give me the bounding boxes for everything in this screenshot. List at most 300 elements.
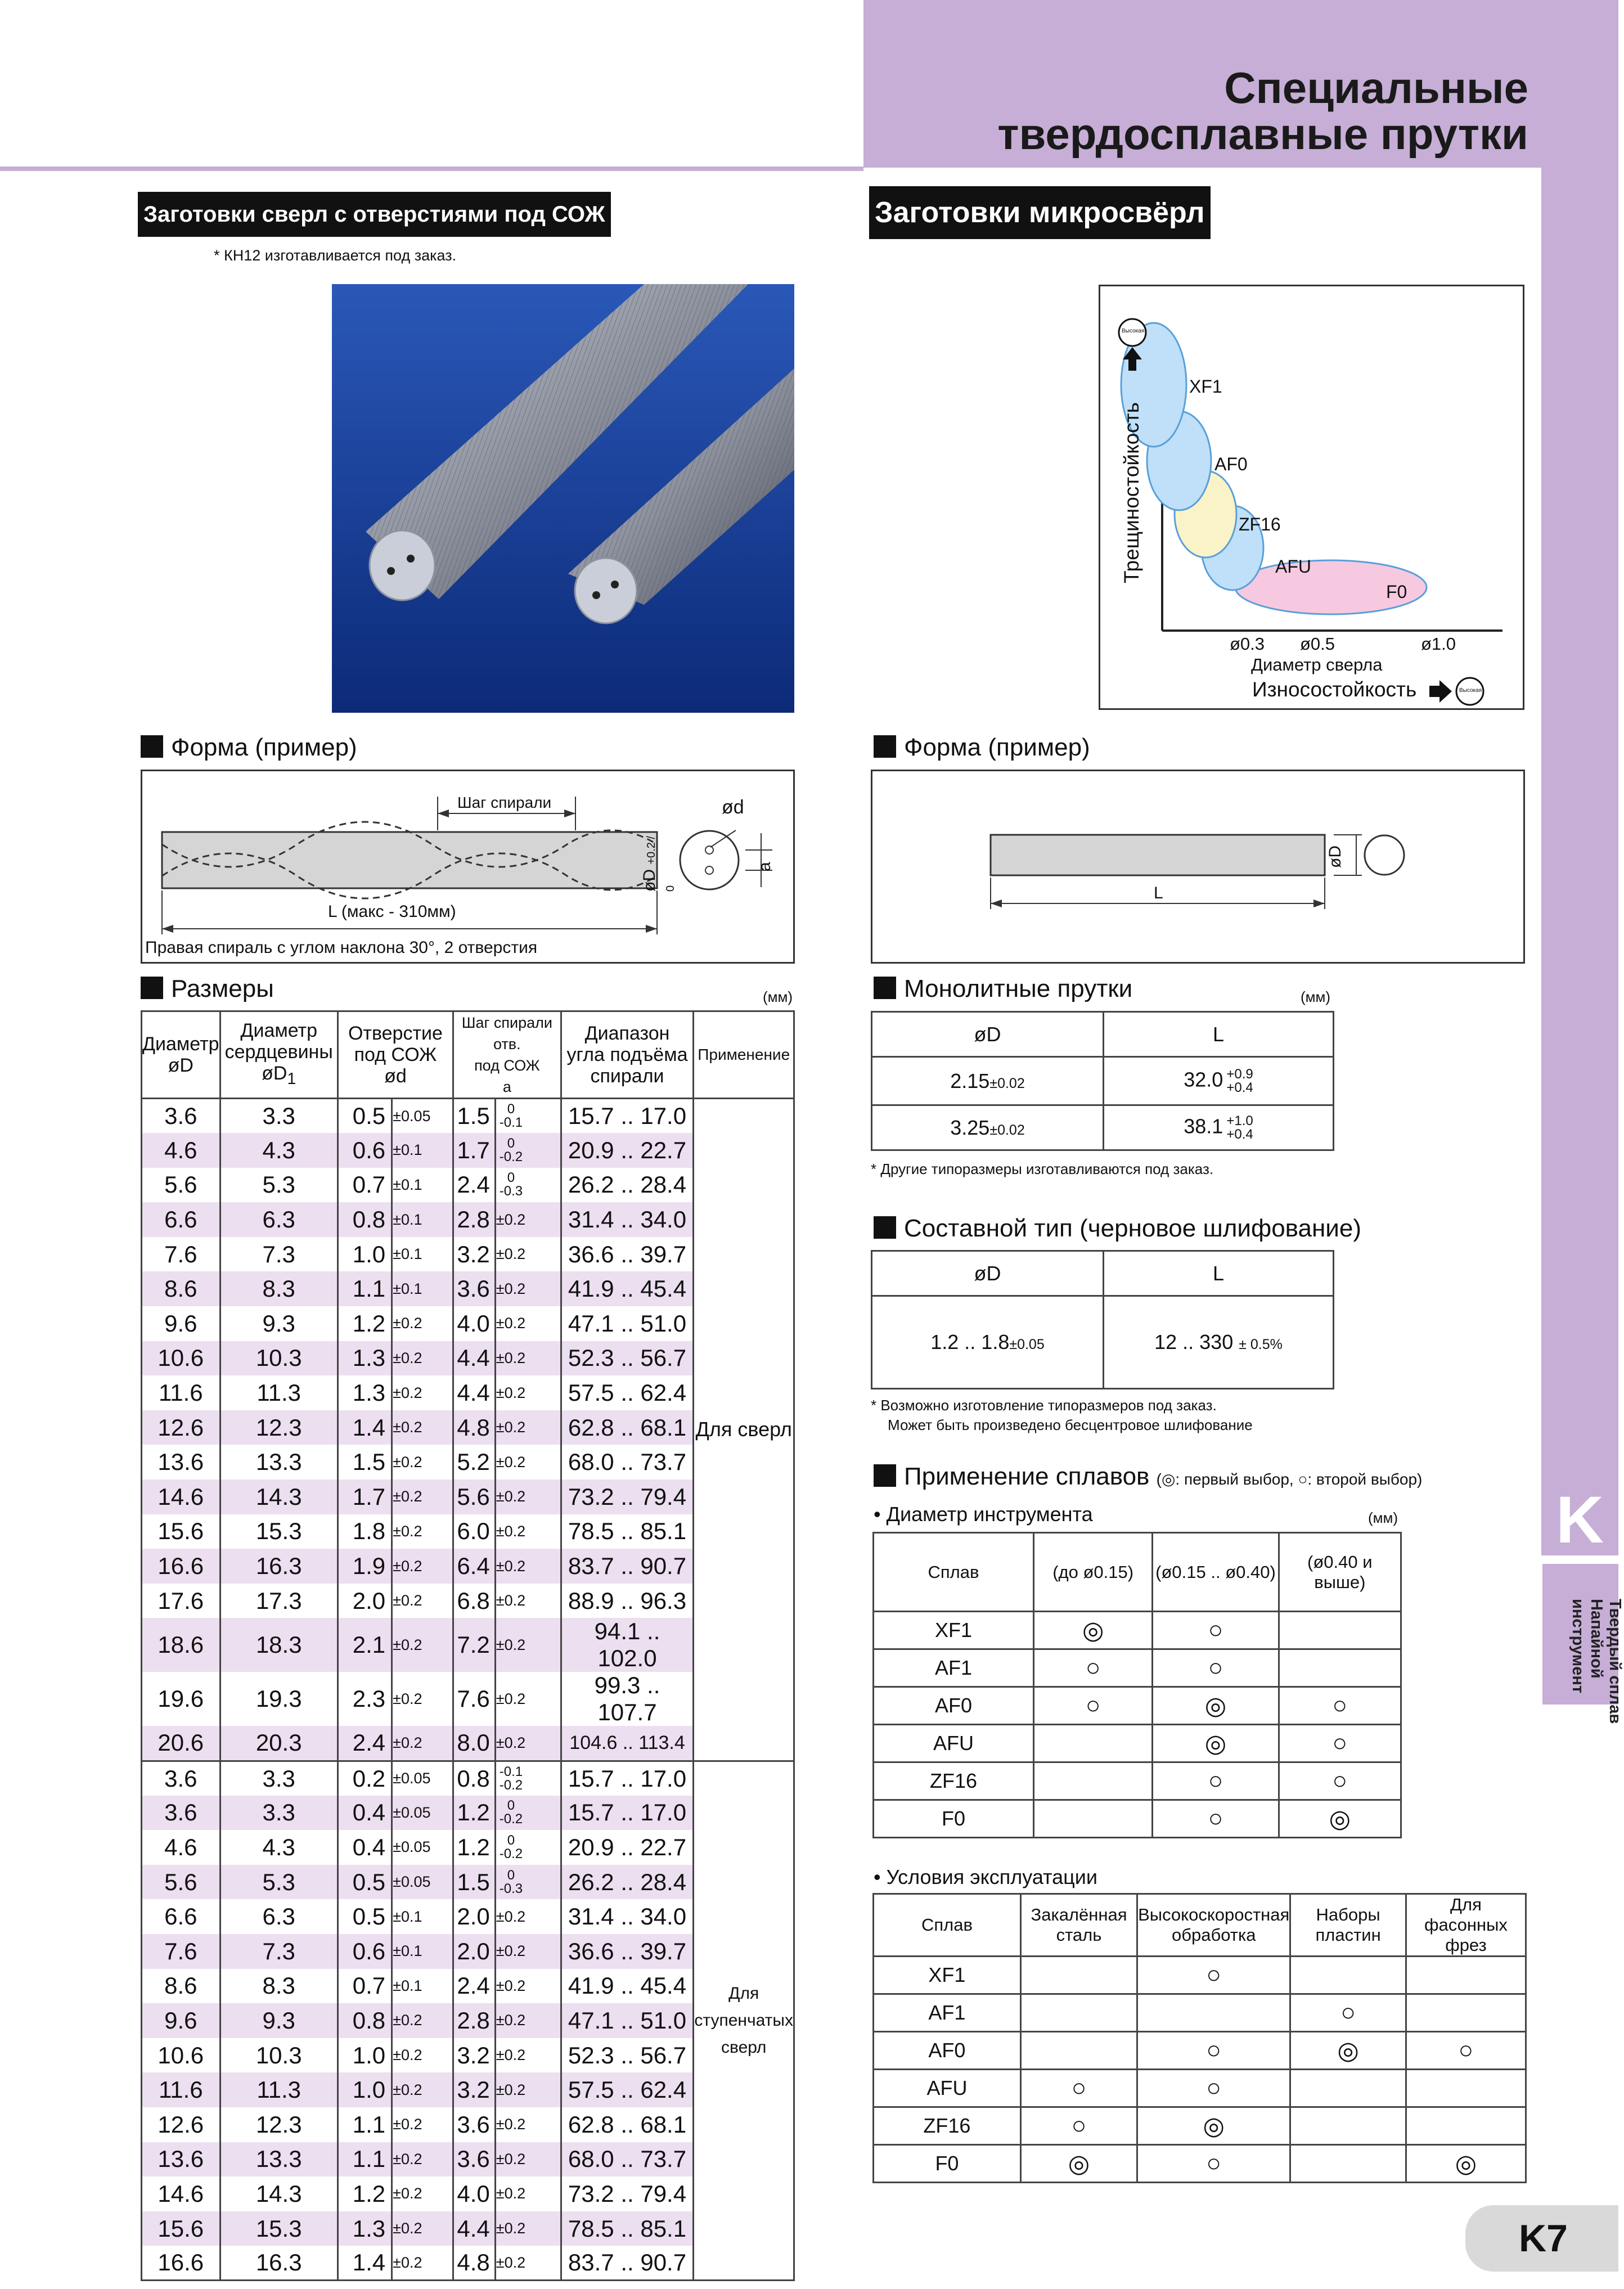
shape-caption: Правая спираль с углом наклона 30°, 2 отверстия <box>145 938 538 957</box>
tab-label-line3: инструмент <box>1569 1599 1587 1694</box>
cell-pitch-tol: ±0.2 <box>495 1672 561 1726</box>
cell-core: 9.3 <box>220 2003 338 2038</box>
alloy-mark: ◎ <box>1406 2145 1526 2183</box>
alloy-mark <box>1406 2070 1526 2107</box>
cross-section-circle <box>680 831 739 889</box>
cell-pitch-tol: ±0.2 <box>495 1726 561 1761</box>
cell-pitch-tol: ±0.2 <box>495 1306 561 1341</box>
cell-core: 5.3 <box>220 1168 338 1203</box>
cell-helix: 83.7 .. 90.7 <box>561 2246 694 2281</box>
alloy-mark <box>1406 1994 1526 2032</box>
cell-diameter: 5.6 <box>142 1168 221 1203</box>
cell-pitch-tol <box>495 1830 561 1865</box>
cell-helix: 78.5 .. 85.1 <box>561 2211 694 2246</box>
alloy-mark: ◎ <box>1033 1612 1152 1649</box>
cell-pitch: 6.8 <box>453 1584 496 1618</box>
solid-r1-dia: 2.15±0.02 <box>872 1057 1104 1105</box>
col-hole: Отверстие под СОЖ ød <box>338 1011 453 1099</box>
cell-pitch-tol: ±0.2 <box>495 1899 561 1934</box>
label-F0: F0 <box>1386 582 1407 602</box>
cell-hole-tol: ±0.1 <box>392 1969 453 2004</box>
cell-pitch-tol <box>495 1168 561 1203</box>
cell-helix: 15.7 .. 17.0 <box>561 1796 694 1831</box>
comp-dia: 1.2 .. 1.8±0.05 <box>872 1296 1104 1389</box>
alloy-name: ZF16 <box>874 2107 1021 2145</box>
label-ZF16: ZF16 <box>1239 514 1281 534</box>
alloy-mark: ○ <box>1033 1649 1152 1687</box>
pitch-tol-upper: 0 <box>507 1832 515 1848</box>
cell-helix: 41.9 .. 45.4 <box>561 1271 694 1306</box>
cell-diameter: 16.6 <box>142 1549 221 1584</box>
alloy-row <box>874 2070 1526 2107</box>
pitch-tol-lower: -0.2 <box>499 1811 523 1827</box>
cond-label: • Условия эксплуатации <box>874 1865 1098 1888</box>
alloy-name: XF1 <box>874 1957 1021 1994</box>
cell-diameter: 19.6 <box>142 1672 221 1726</box>
cell-helix: 78.5 .. 85.1 <box>561 1514 694 1549</box>
cell-diameter: 15.6 <box>142 2211 221 2246</box>
cell-pitch-tol: ±0.2 <box>495 1445 561 1479</box>
cell-helix: 36.6 .. 39.7 <box>561 1934 694 1969</box>
cell-diameter: 9.6 <box>142 2003 221 2038</box>
cell-pitch-tol: ±0.2 <box>495 1271 561 1306</box>
cell-pitch: 4.8 <box>453 2246 496 2281</box>
alloy-row <box>874 1725 1401 1762</box>
cell-helix: 20.9 .. 22.7 <box>561 1830 694 1865</box>
alloy-name: AFU <box>874 1725 1034 1762</box>
cell-hole: 1.3 <box>338 1375 392 1410</box>
chart-x-label: Износостойкость <box>1252 678 1417 701</box>
pitch-tol-upper: 0 <box>507 1101 515 1117</box>
cell-hole: 0.4 <box>338 1830 392 1865</box>
cell-pitch-tol <box>495 1133 561 1168</box>
pitch-tol-upper: 0 <box>507 1170 515 1186</box>
cell-core: 13.3 <box>220 2142 338 2177</box>
cell-helix: 73.2 .. 79.4 <box>561 1479 694 1514</box>
cell-pitch: 3.2 <box>453 1237 496 1272</box>
comp-h-len: L <box>1104 1251 1334 1296</box>
cell-pitch: 1.2 <box>453 1796 496 1831</box>
alloy-row <box>874 1612 1401 1649</box>
cell-diameter: 12.6 <box>142 1410 221 1445</box>
cell-hole-tol: ±0.05 <box>392 1761 453 1796</box>
alloy-mark: ○ <box>1020 2070 1137 2107</box>
sizes-table <box>141 1010 795 2281</box>
alloy-mark: ◎ <box>1137 2107 1290 2145</box>
page-title-line1: Специальные <box>1224 63 1528 113</box>
comp-h-dia: øD <box>872 1251 1104 1296</box>
cell-hole: 2.4 <box>338 1726 392 1761</box>
chart-high-right: Высокая <box>1459 687 1482 694</box>
cell-helix: 52.3 .. 56.7 <box>561 2038 694 2073</box>
cell-application: Для сверл <box>694 1099 794 1761</box>
cell-core: 8.3 <box>220 1271 338 1306</box>
sizes-body <box>142 1099 794 2281</box>
cell-core: 6.3 <box>220 1202 338 1237</box>
alloy-mark: ○ <box>1153 1649 1279 1687</box>
solid-h-dia: øD <box>872 1012 1104 1057</box>
cell-pitch: 4.4 <box>453 2211 496 2246</box>
cell-core: 13.3 <box>220 1445 338 1479</box>
cell-core: 3.3 <box>220 1099 338 1134</box>
cell-diameter: 8.6 <box>142 1969 221 2004</box>
alloy-mark <box>1033 1800 1152 1838</box>
alloy-mark: ○ <box>1279 1762 1401 1800</box>
cell-hole: 1.2 <box>338 2176 392 2211</box>
cell-core: 19.3 <box>220 1672 338 1726</box>
cell-pitch: 3.2 <box>453 2072 496 2107</box>
solid-r1-len: 32.0 +0.9 +0.4 <box>1104 1057 1334 1105</box>
alloy-mark: ○ <box>1033 1687 1152 1725</box>
alloy-mark <box>1137 1994 1290 2032</box>
section-tab-label <box>1542 1564 1624 1724</box>
cell-helix: 68.0 .. 73.7 <box>561 2142 694 2177</box>
alloy-mark <box>1033 1725 1152 1762</box>
cell-hole-tol: ±0.2 <box>392 1445 453 1479</box>
cell-diameter: 5.6 <box>142 1865 221 1900</box>
cell-diameter: 12.6 <box>142 2107 221 2142</box>
cell-application: Для ступенчатых сверл <box>694 1761 794 2281</box>
side-band <box>1541 168 1618 1535</box>
cell-pitch-tol: ±0.2 <box>495 1237 561 1272</box>
cell-hole-tol: ±0.2 <box>392 1549 453 1584</box>
cell-helix: 99.3 .. 107.7 <box>561 1672 694 1726</box>
alloy-header: Сплав <box>874 1533 1034 1612</box>
tick-0.5: ø0.5 <box>1300 634 1335 654</box>
cell-diameter: 13.6 <box>142 2142 221 2177</box>
cell-helix: 15.7 .. 17.0 <box>561 1761 694 1796</box>
alloy-mark <box>1290 2145 1406 2183</box>
cell-pitch-tol: ±0.2 <box>495 1479 561 1514</box>
cell-hole: 1.1 <box>338 1271 392 1306</box>
tab-label-line1: Твердый сплав <box>1606 1599 1624 1724</box>
alloy-name: AF0 <box>874 1687 1034 1725</box>
alloy-mark: ○ <box>1279 1725 1401 1762</box>
cell-hole: 1.7 <box>338 1479 392 1514</box>
cell-hole-tol: ±0.1 <box>392 1202 453 1237</box>
cell-core: 14.3 <box>220 1479 338 1514</box>
cell-hole-tol: ±0.2 <box>392 2107 453 2142</box>
solid-r2-len: 38.1 +1.0 +0.4 <box>1104 1105 1334 1150</box>
tick-0.3: ø0.3 <box>1230 634 1265 654</box>
alloy-row <box>874 1994 1526 2032</box>
composite-table <box>871 1250 1334 1389</box>
pitch-tol-lower: -0.3 <box>499 1881 523 1896</box>
col-application: Применение <box>694 1011 794 1099</box>
cell-core: 16.3 <box>220 2246 338 2281</box>
cell-hole: 2.3 <box>338 1672 392 1726</box>
cell-diameter: 11.6 <box>142 1375 221 1410</box>
cell-pitch: 7.6 <box>453 1672 496 1726</box>
tab-label-line2: Напайной <box>1587 1599 1605 1679</box>
a-label: a <box>755 862 774 871</box>
cell-diameter: 10.6 <box>142 2038 221 2073</box>
cell-diameter: 9.6 <box>142 1306 221 1341</box>
pitch-tol-lower: -0.1 <box>499 1115 523 1131</box>
alloy-mark: ◎ <box>1290 2032 1406 2070</box>
cell-diameter: 11.6 <box>142 2072 221 2107</box>
rods-photo <box>332 284 794 713</box>
header-rule <box>0 167 863 171</box>
alloy-mark: ○ <box>1406 2032 1526 2070</box>
pitch-tol-upper: -0.1 <box>499 1764 523 1779</box>
right-shape-box <box>871 770 1525 964</box>
cell-core: 15.3 <box>220 2211 338 2246</box>
pitch-tol-stack <box>500 1171 523 1198</box>
alloy-mark: ○ <box>1020 2107 1137 2145</box>
pitch-tol-lower: -0.2 <box>499 1149 523 1164</box>
cell-hole-tol: ±0.2 <box>392 1618 453 1672</box>
section-tab-letter: K <box>1541 1485 1618 1555</box>
alloy-name: AF0 <box>874 2032 1021 2070</box>
left-note: * КН12 изготавливается под заказ. <box>214 247 457 264</box>
cell-hole-tol: ±0.1 <box>392 1237 453 1272</box>
cell-hole-tol: ±0.1 <box>392 1133 453 1168</box>
cell-pitch-tol <box>495 1865 561 1900</box>
alloy-header: (до ø0.15) <box>1033 1533 1152 1612</box>
cell-core: 10.3 <box>220 2038 338 2073</box>
alloy-name: XF1 <box>874 1612 1034 1649</box>
cell-pitch-tol: ±0.2 <box>495 2246 561 2281</box>
dia-label: øD +0.2 / 0 <box>640 836 677 892</box>
cell-hole-tol: ±0.2 <box>392 1672 453 1726</box>
cell-helix: 31.4 .. 34.0 <box>561 1202 694 1237</box>
cell-hole-tol: ±0.1 <box>392 1168 453 1203</box>
label-AFU: AFU <box>1275 556 1311 577</box>
cell-pitch: 4.0 <box>453 1306 496 1341</box>
alloy-header: (ø0.15 .. ø0.40) <box>1153 1533 1279 1612</box>
cell-pitch-tol: ±0.2 <box>495 1341 561 1376</box>
cell-hole: 2.1 <box>338 1618 392 1672</box>
alloy-header: Высокоскоростная обработка <box>1137 1894 1290 1957</box>
alloy-row <box>874 1687 1401 1725</box>
cell-pitch-tol: ±0.2 <box>495 2072 561 2107</box>
length-label: L (макс - 310мм) <box>328 902 456 921</box>
tool-dia-unit: (мм) <box>1368 1509 1398 1526</box>
alloy-mark: ○ <box>1137 2070 1290 2107</box>
alloy-mark: ◎ <box>1020 2145 1137 2183</box>
cell-hole: 0.6 <box>338 1133 392 1168</box>
pitch-tol-stack <box>500 1869 523 1896</box>
cell-pitch: 7.2 <box>453 1618 496 1672</box>
alloy-mark: ○ <box>1290 1994 1406 2032</box>
cell-hole-tol: ±0.2 <box>392 2176 453 2211</box>
cell-pitch: 4.4 <box>453 1375 496 1410</box>
cell-pitch: 3.6 <box>453 2142 496 2177</box>
cell-core: 16.3 <box>220 1549 338 1584</box>
cell-hole: 1.1 <box>338 2107 392 2142</box>
cell-hole: 0.6 <box>338 1934 392 1969</box>
cell-hole: 0.5 <box>338 1099 392 1134</box>
cell-helix: 94.1 .. 102.0 <box>561 1618 694 1672</box>
cell-diameter: 6.6 <box>142 1899 221 1934</box>
cell-pitch: 1.5 <box>453 1865 496 1900</box>
cell-pitch: 4.4 <box>453 1341 496 1376</box>
cell-pitch-tol: ±0.2 <box>495 1549 561 1584</box>
cell-helix: 15.7 .. 17.0 <box>561 1099 694 1134</box>
alloy-name: F0 <box>874 1800 1034 1838</box>
cell-hole: 2.0 <box>338 1584 392 1618</box>
cell-hole: 1.8 <box>338 1514 392 1549</box>
solid-h-len: L <box>1104 1012 1334 1057</box>
page-title-line2: твердосплавные прутки <box>997 109 1528 159</box>
tick-1.0: ø1.0 <box>1421 634 1456 654</box>
tool-dia-label: • Диаметр инструмента <box>874 1503 1093 1526</box>
cell-hole-tol: ±0.05 <box>392 1099 453 1134</box>
cell-hole: 1.0 <box>338 2038 392 2073</box>
micro-cross-section <box>1365 835 1404 875</box>
cell-hole: 0.2 <box>338 1761 392 1796</box>
pitch-tol-lower: -0.3 <box>499 1184 523 1199</box>
comp-note-1: * Возможно изготовление типоразмеров под заказ. <box>871 1397 1217 1414</box>
cell-core: 10.3 <box>220 1341 338 1376</box>
rod-1-end <box>370 530 435 600</box>
cell-hole: 1.2 <box>338 1306 392 1341</box>
cell-pitch: 5.6 <box>453 1479 496 1514</box>
cell-hole-tol: ±0.2 <box>392 2246 453 2281</box>
chart-y-label: Трещиностойкость <box>1120 402 1143 583</box>
alloy-name: ZF16 <box>874 1762 1034 1800</box>
cell-core: 4.3 <box>220 1133 338 1168</box>
drill-blank-body <box>162 832 657 888</box>
cell-hole: 0.7 <box>338 1969 392 2004</box>
cell-pitch: 0.8 <box>453 1761 496 1796</box>
cell-pitch: 3.2 <box>453 2038 496 2073</box>
cell-helix: 47.1 .. 51.0 <box>561 2003 694 2038</box>
cell-hole: 1.9 <box>338 1549 392 1584</box>
cell-hole: 0.5 <box>338 1899 392 1934</box>
cell-hole-tol: ±0.2 <box>392 1514 453 1549</box>
alloy-mark: ○ <box>1137 2145 1290 2183</box>
alloy-mark: ○ <box>1279 1687 1401 1725</box>
alloy-name: AFU <box>874 2070 1021 2107</box>
cell-pitch: 2.0 <box>453 1934 496 1969</box>
sizes-unit: (мм) <box>763 988 793 1005</box>
cell-core: 14.3 <box>220 2176 338 2211</box>
cell-helix: 31.4 .. 34.0 <box>561 1899 694 1934</box>
cell-hole-tol: ±0.1 <box>392 1899 453 1934</box>
alloy-row <box>874 1800 1401 1838</box>
cell-pitch: 2.4 <box>453 1969 496 2004</box>
cell-core: 11.3 <box>220 2072 338 2107</box>
alloy-mark: ○ <box>1153 1800 1279 1838</box>
cell-helix: 62.8 .. 68.1 <box>561 1410 694 1445</box>
cond-table <box>872 1893 1527 2183</box>
cell-pitch: 3.6 <box>453 2107 496 2142</box>
cell-core: 9.3 <box>220 1306 338 1341</box>
cell-pitch-tol: ±0.2 <box>495 1618 561 1672</box>
alloy-row <box>874 1762 1401 1800</box>
alloy-name: F0 <box>874 2145 1021 2183</box>
pitch-tol-upper: 0 <box>507 1867 515 1883</box>
cell-hole: 1.0 <box>338 2072 392 2107</box>
cell-pitch-tol: ±0.2 <box>495 1969 561 2004</box>
cell-diameter: 18.6 <box>142 1618 221 1672</box>
cell-pitch-tol: ±0.2 <box>495 2211 561 2246</box>
cell-hole: 1.5 <box>338 1445 392 1479</box>
alloy-header: (ø0.40 и выше) <box>1279 1533 1401 1612</box>
cell-helix: 47.1 .. 51.0 <box>561 1306 694 1341</box>
cell-hole: 1.4 <box>338 1410 392 1445</box>
cell-diameter: 3.6 <box>142 1761 221 1796</box>
cell-diameter: 16.6 <box>142 2246 221 2281</box>
cell-pitch: 4.8 <box>453 1410 496 1445</box>
micro-length-label: L <box>1154 884 1163 902</box>
cell-pitch-tol: ±0.2 <box>495 1934 561 1969</box>
cell-pitch-tol: ±0.2 <box>495 1514 561 1549</box>
alloy-mark <box>1020 1994 1137 2032</box>
cell-core: 12.3 <box>220 1410 338 1445</box>
cell-hole-tol: ±0.2 <box>392 1479 453 1514</box>
cell-diameter: 13.6 <box>142 1445 221 1479</box>
page-number: K7 <box>1465 2205 1618 2272</box>
cell-diameter: 7.6 <box>142 1237 221 1272</box>
alloy-header: Закалённая сталь <box>1020 1894 1137 1957</box>
cell-pitch: 1.2 <box>453 1830 496 1865</box>
cell-helix: 68.0 .. 73.7 <box>561 1445 694 1479</box>
cell-hole: 1.0 <box>338 1237 392 1272</box>
alloy-row <box>874 1649 1401 1687</box>
cell-diameter: 17.6 <box>142 1584 221 1618</box>
cell-core: 6.3 <box>220 1899 338 1934</box>
cell-pitch: 6.4 <box>453 1549 496 1584</box>
cell-pitch-tol <box>495 1761 561 1796</box>
cell-core: 7.3 <box>220 1934 338 1969</box>
cell-diameter: 14.6 <box>142 2176 221 2211</box>
chart-x-sub: Диаметр сверла <box>1251 655 1383 674</box>
cell-diameter: 15.6 <box>142 1514 221 1549</box>
cell-helix: 73.2 .. 79.4 <box>561 2176 694 2211</box>
col-core: Диаметр сердцевины $øD_1$ <box>220 1011 338 1099</box>
cell-helix: 57.5 .. 62.4 <box>561 2072 694 2107</box>
cell-pitch-tol: ±0.2 <box>495 2107 561 2142</box>
cell-pitch: 5.2 <box>453 1445 496 1479</box>
left-section-title: Заготовки сверл с отверстиями под СОЖ <box>138 192 611 237</box>
alloy-name: AF1 <box>874 1994 1021 2032</box>
cell-hole: 0.5 <box>338 1865 392 1900</box>
cell-core: 11.3 <box>220 1375 338 1410</box>
cell-hole: 1.3 <box>338 2211 392 2246</box>
alloy-mark: ○ <box>1137 1957 1290 1994</box>
od-label: ød <box>722 797 744 818</box>
cell-diameter: 3.6 <box>142 1099 221 1134</box>
cell-core: 7.3 <box>220 1237 338 1272</box>
cell-hole-tol: ±0.2 <box>392 1341 453 1376</box>
cell-hole-tol: ±0.2 <box>392 1726 453 1761</box>
cell-hole-tol: ±0.2 <box>392 2211 453 2246</box>
cell-pitch: 4.0 <box>453 2176 496 2211</box>
cell-diameter: 6.6 <box>142 1202 221 1237</box>
cell-hole: 1.3 <box>338 1341 392 1376</box>
cell-pitch-tol: ±0.2 <box>495 2003 561 2038</box>
alloy-header: Сплав <box>874 1894 1021 1957</box>
cell-core: 8.3 <box>220 1969 338 2004</box>
grade-chart <box>1099 285 1524 710</box>
cell-helix: 57.5 .. 62.4 <box>561 1375 694 1410</box>
cell-hole: 0.4 <box>338 1796 392 1831</box>
cell-core: 3.3 <box>220 1761 338 1796</box>
micro-dia-label: øD <box>1326 846 1344 868</box>
cell-helix: 20.9 .. 22.7 <box>561 1133 694 1168</box>
cell-pitch: 6.0 <box>453 1514 496 1549</box>
page-title <box>997 65 1528 157</box>
cell-hole-tol: ±0.1 <box>392 1934 453 1969</box>
cell-pitch-tol <box>495 1099 561 1134</box>
cell-pitch: 1.7 <box>453 1133 496 1168</box>
cell-hole: 0.7 <box>338 1168 392 1203</box>
cell-helix: 26.2 .. 28.4 <box>561 1865 694 1900</box>
cell-diameter: 7.6 <box>142 1934 221 1969</box>
